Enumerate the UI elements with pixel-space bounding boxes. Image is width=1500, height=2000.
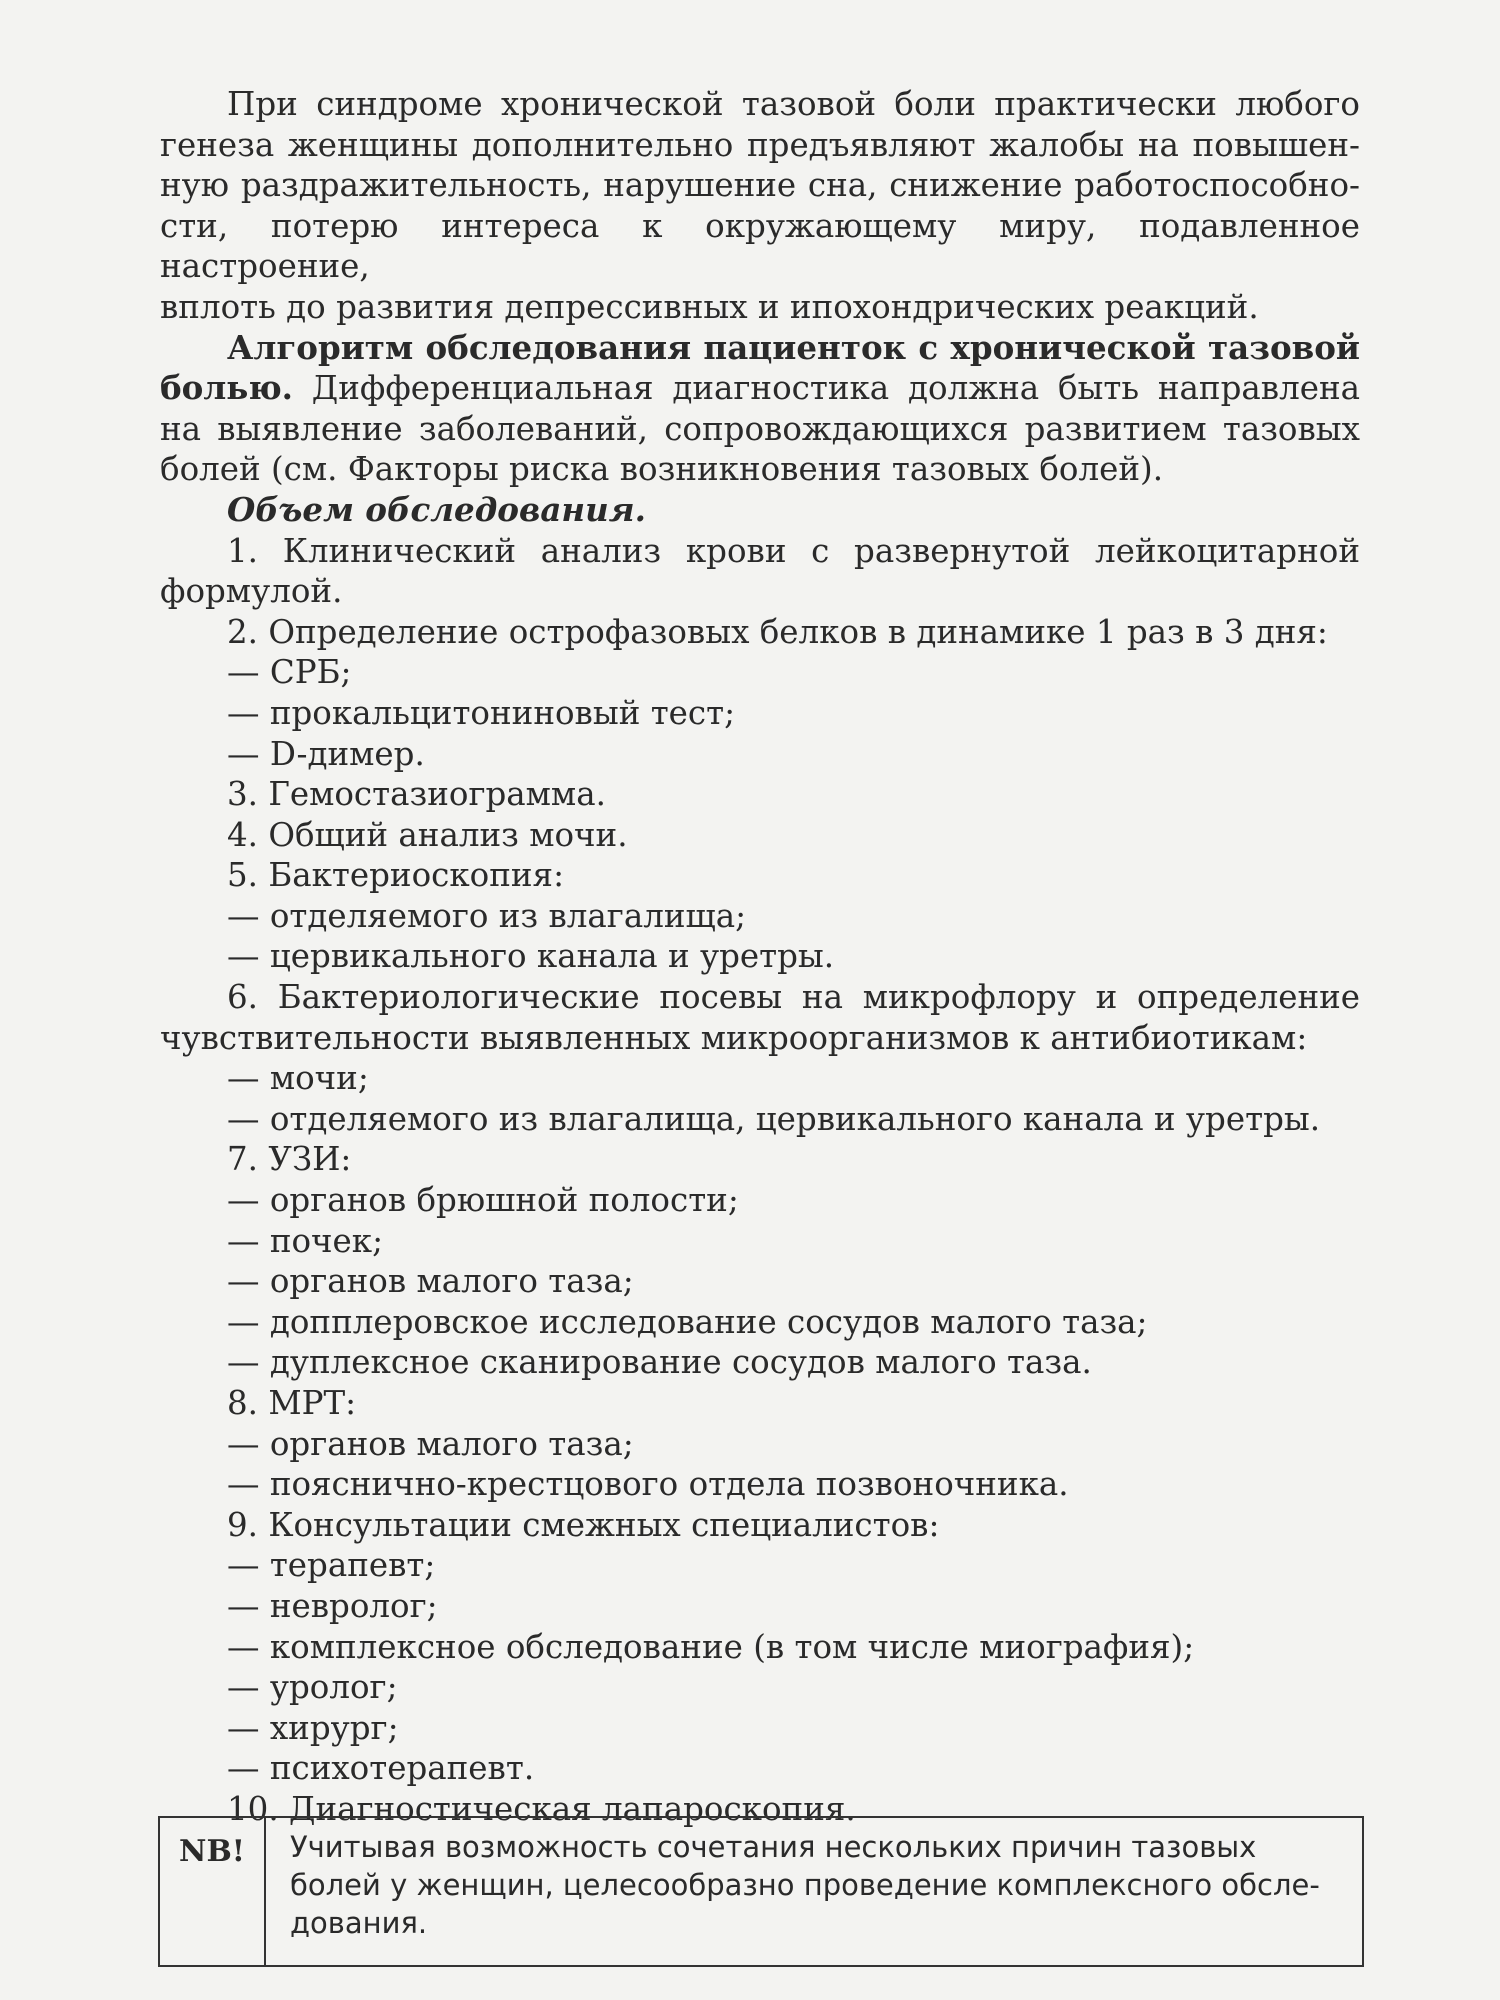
intro-line: сти, потерю интереса к окружающему миру, подавленное настроение, xyxy=(160,206,1360,286)
exam-item: 10. Диагностическая лапароскопия. xyxy=(227,1789,856,1828)
algorithm-heading: Алгоритм обследования пациенток с хронической тазовой болью. xyxy=(160,327,1360,408)
exam-subitem: — СРБ; xyxy=(227,653,352,692)
exam-subitem: — терапевт; xyxy=(227,1546,436,1585)
exam-item: 9. Консультации смежных специалистов: xyxy=(227,1505,940,1544)
exam-subitem: — отделяемого из влагалища; xyxy=(227,896,747,935)
exam-subitem: — почек; xyxy=(227,1221,384,1260)
exam-subitem: — хирург; xyxy=(227,1708,399,1747)
intro-line: генеза женщины дополнительно предъявляют жалобы на повышен- xyxy=(160,125,1360,164)
exam-item: 1. Клинический анализ крови с развернутой лейкоцитарной формулой. xyxy=(160,531,1360,611)
exam-list xyxy=(160,531,1360,1830)
exam-subitem: — уролог; xyxy=(227,1668,398,1707)
exam-subitem: — мочи; xyxy=(227,1059,369,1098)
exam-subitem: — органов брюшной полости; xyxy=(227,1181,739,1220)
exam-subitem: — невролог; xyxy=(227,1586,438,1625)
exam-subitem: — прокальцитониновый тест; xyxy=(227,693,736,732)
exam-subitem: — отделяемого из влагалища, цервикального канала и уретры. xyxy=(227,1099,1321,1138)
exam-item: 3. Гемостазиограмма. xyxy=(227,775,606,814)
exam-item: 6. Бактериологические посевы на микрофлору и определение чувствительности выявленных микроорганизмов к антибиотикам: xyxy=(160,978,1360,1057)
exam-subitem: — дуплексное сканирование сосудов малого таза. xyxy=(227,1343,1092,1382)
nb-label: NB! xyxy=(160,1818,266,1965)
exam-subitem: — психотерапевт. xyxy=(227,1749,535,1788)
exam-subitem: — комплексное обследование (в том числе миография); xyxy=(227,1627,1195,1666)
intro-line: При синдроме хронической тазовой боли практически любого xyxy=(227,85,1360,123)
algorithm-paragraph xyxy=(160,328,1360,490)
exam-subitem: — пояснично-крестцового отдела позвоночника. xyxy=(227,1465,1069,1504)
page-content xyxy=(160,84,1360,1830)
exam-subitem: — D-димер. xyxy=(227,734,425,773)
intro-paragraph xyxy=(160,84,1360,328)
exam-item: 8. МРТ: xyxy=(227,1384,357,1422)
scope-heading: Объем обследования. xyxy=(227,489,646,529)
nb-box xyxy=(158,1816,1364,1967)
exam-item: 7. УЗИ: xyxy=(227,1140,352,1179)
exam-item: 5. Бактериоскопия: xyxy=(227,856,565,895)
algorithm-text: Дифференциальная диагностика должна быть направлена на выявление заболеваний, сопровождающихся развитием тазовых болей (см. Факторы риска возникновения тазовых болей). xyxy=(160,369,1360,489)
exam-subitem: — цервикального канала и уретры. xyxy=(227,937,835,976)
exam-item: 2. Определение острофазовых белков в динамике 1 раз в 3 дня: xyxy=(227,612,1328,651)
exam-subitem: — органов малого таза; xyxy=(227,1424,634,1463)
intro-line: вплоть до развития депрессивных и ипохондрических реакций. xyxy=(160,287,1259,326)
intro-line: ную раздражительность, нарушение сна, снижение работоспособно- xyxy=(160,166,1360,205)
exam-subitem: — органов малого таза; xyxy=(227,1262,634,1301)
exam-subitem: — допплеровское исследование сосудов малого таза; xyxy=(227,1302,1148,1341)
nb-text: Учитывая возможность сочетания нескольких причин тазовых болей у женщин, целесообразно проведение комплексного обсле-дования. xyxy=(290,1830,1320,1940)
exam-item: 4. Общий анализ мочи. xyxy=(227,815,628,854)
